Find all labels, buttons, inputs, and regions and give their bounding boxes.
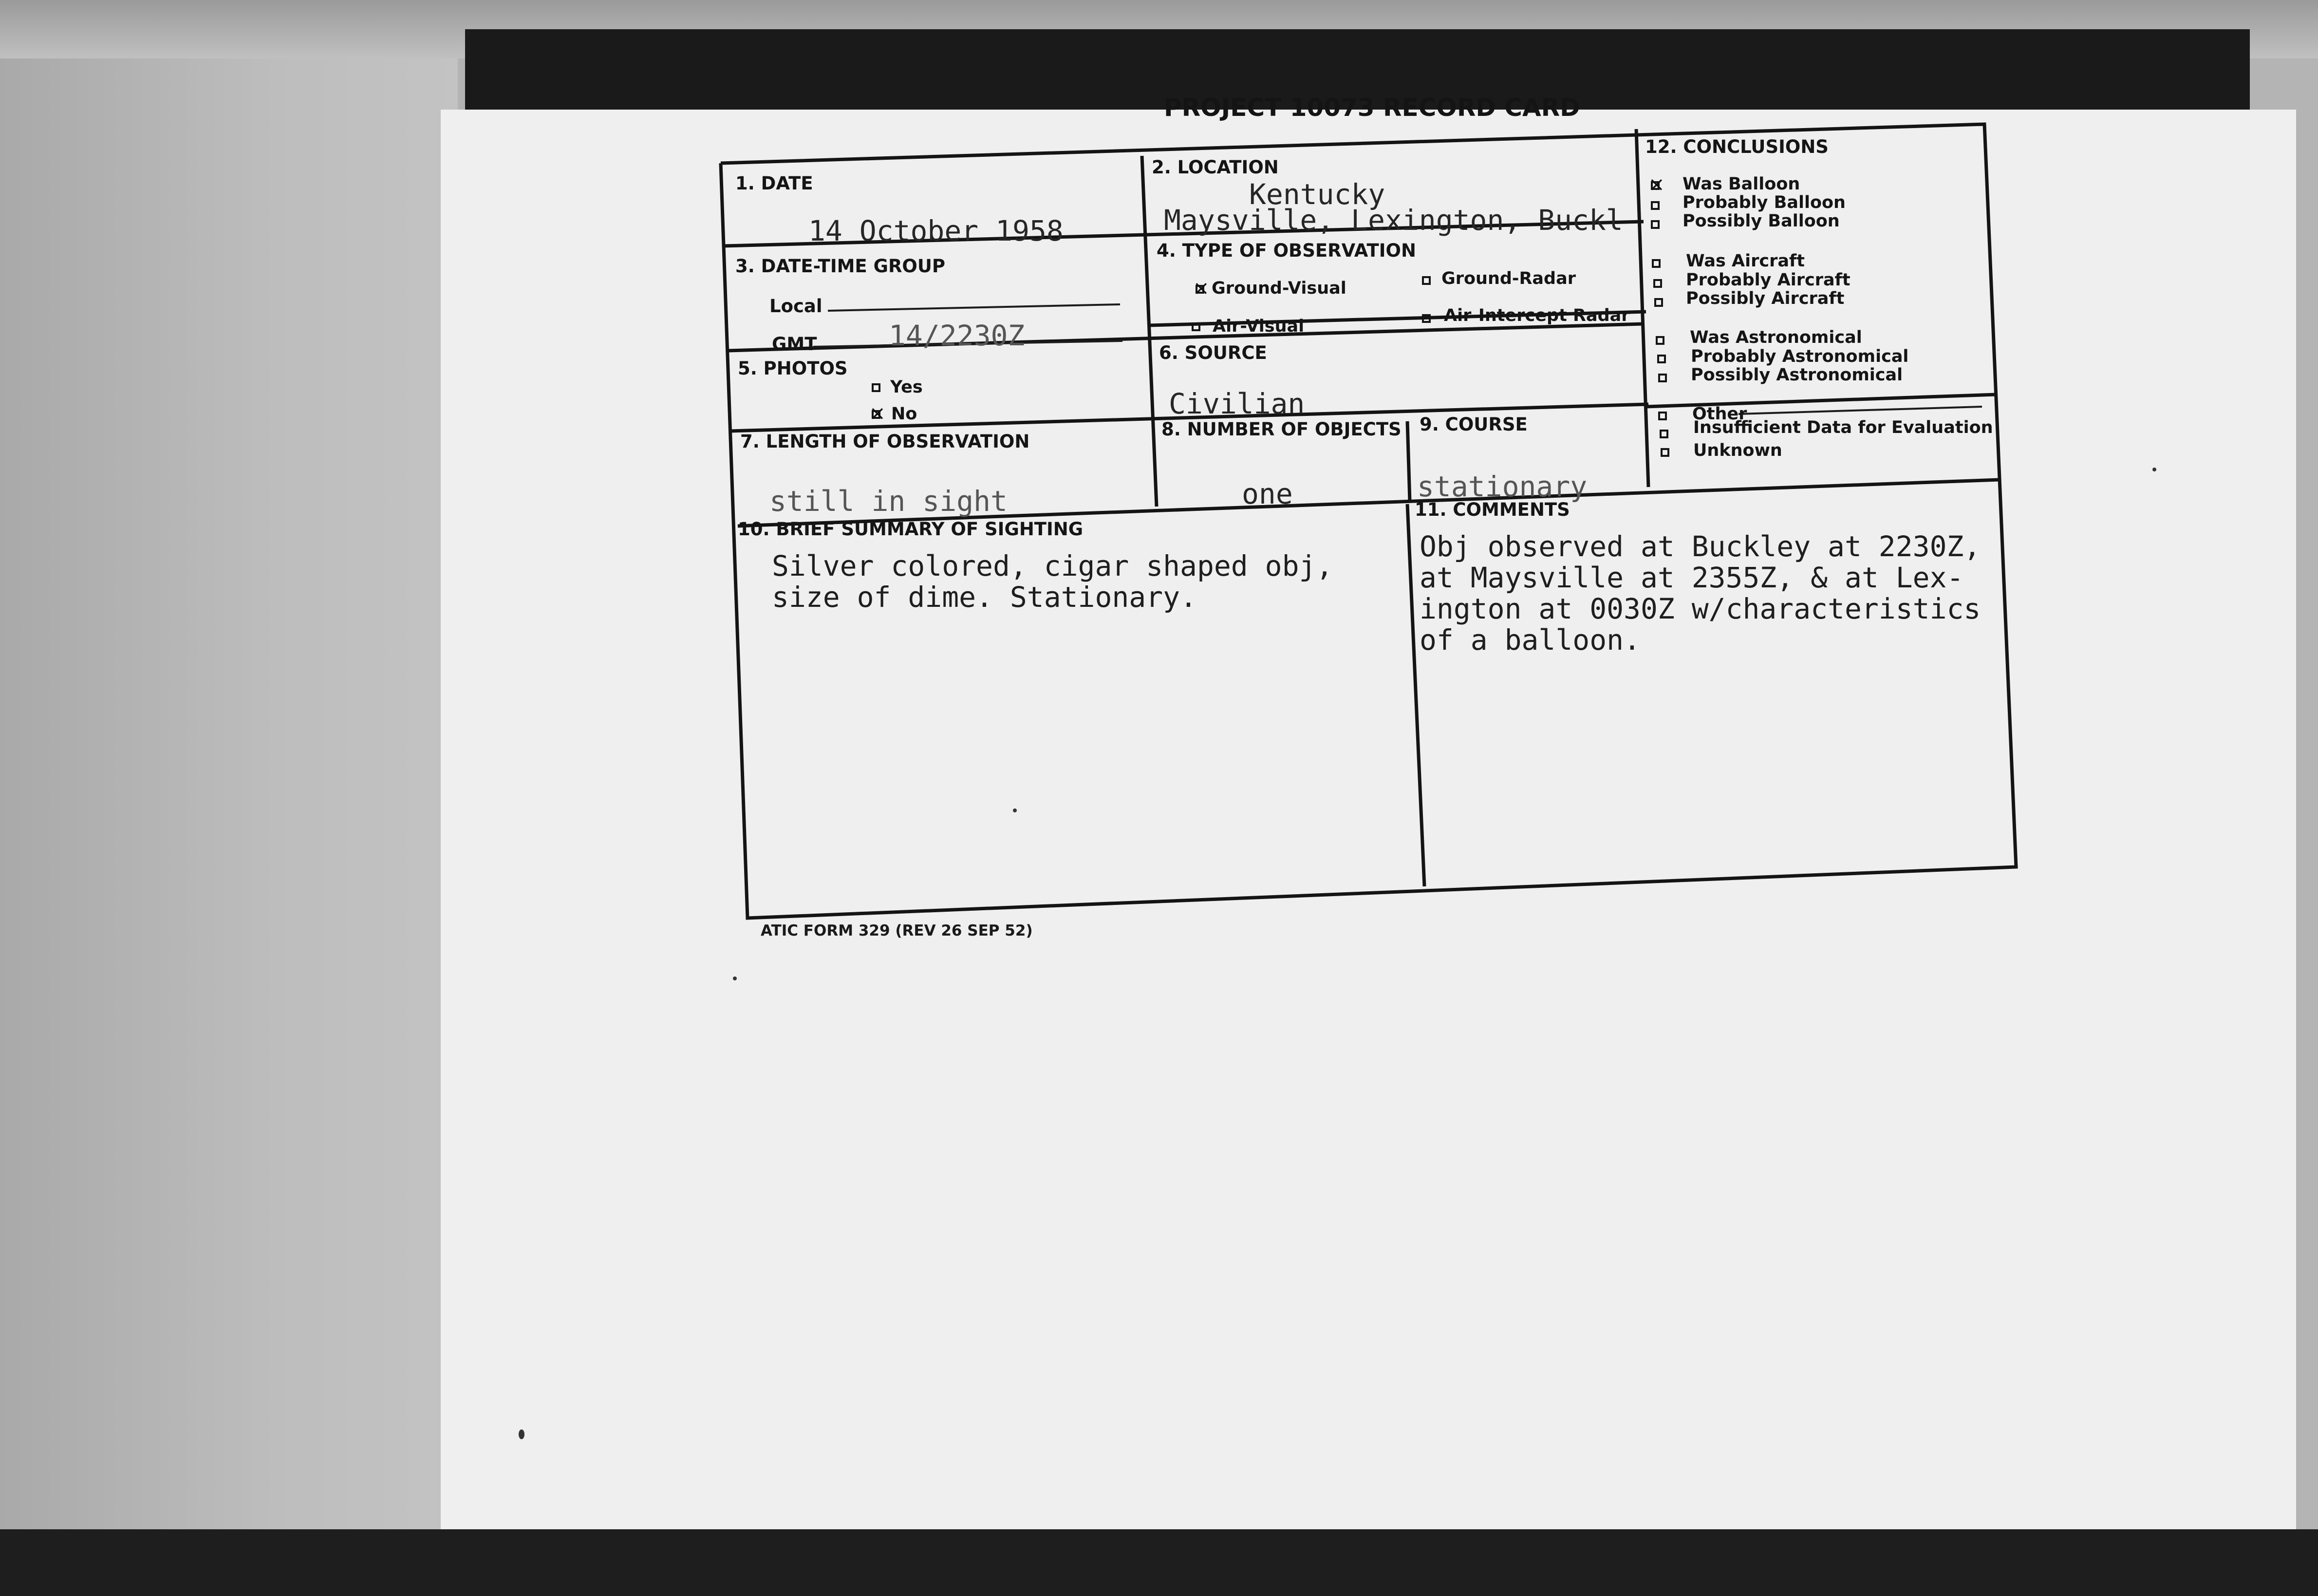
summary-text bbox=[772, 550, 1333, 613]
summary-line: Silver colored, cigar shaped obj, bbox=[772, 549, 1333, 582]
possibly-astronomical-checkbox[interactable] bbox=[1658, 374, 1667, 382]
col-line-2 bbox=[1407, 421, 1410, 502]
photos-yes-label: Yes bbox=[890, 377, 923, 397]
location-places: Maysville, Lexington, Buckl bbox=[1164, 204, 1623, 237]
form-number-footer: ATIC FORM 329 (REV 26 SEP 52) bbox=[761, 922, 1033, 939]
was-aircraft-label: Was Aircraft bbox=[1686, 251, 1805, 271]
course-label: 9. COURSE bbox=[1420, 414, 1528, 435]
comments-line: of a balloon. bbox=[1420, 623, 1641, 657]
probably-astronomical-label: Probably Astronomical bbox=[1691, 347, 1909, 366]
other-underline bbox=[1738, 407, 1982, 414]
scan-speck bbox=[2152, 468, 2156, 471]
comments-line: ington at 0030Z w/characteristics bbox=[1420, 592, 1981, 625]
gmt-label: GMT bbox=[772, 334, 817, 355]
date-value: 14 October 1958 bbox=[808, 214, 1064, 247]
possibly-balloon-checkbox[interactable] bbox=[1651, 220, 1660, 229]
air-intercept-radar-checkbox[interactable] bbox=[1422, 314, 1431, 323]
probably-aircraft-label: Probably Aircraft bbox=[1686, 270, 1851, 290]
unknown-checkbox[interactable] bbox=[1661, 448, 1669, 457]
probably-astronomical-checkbox[interactable] bbox=[1657, 355, 1666, 363]
was-balloon-checkbox[interactable] bbox=[1651, 181, 1660, 190]
scan-speck bbox=[733, 976, 737, 980]
probably-balloon-label: Probably Balloon bbox=[1682, 193, 1846, 212]
ground-visual-checkbox[interactable] bbox=[1196, 285, 1204, 294]
source-label: 6. SOURCE bbox=[1159, 342, 1267, 363]
ground-visual-label: Ground-Visual bbox=[1212, 279, 1346, 298]
air-visual-checkbox[interactable] bbox=[1192, 322, 1200, 331]
ground-radar-label: Ground-Radar bbox=[1441, 269, 1576, 288]
summary-line: size of dime. Stationary. bbox=[772, 581, 1197, 614]
probably-aircraft-checkbox[interactable] bbox=[1653, 279, 1662, 288]
source-value: Civilian bbox=[1169, 387, 1305, 420]
location-state: Kentucky bbox=[1249, 178, 1385, 211]
col-line-3 bbox=[1636, 129, 1648, 487]
was-astronomical-checkbox[interactable] bbox=[1656, 336, 1664, 345]
air-intercept-radar-label: Air-Intercept Radar bbox=[1444, 306, 1630, 325]
conclusions-label: 12. CONCLUSIONS bbox=[1645, 136, 1829, 157]
date-time-group-label: 3. DATE-TIME GROUP bbox=[735, 256, 946, 277]
date-label: 1. DATE bbox=[735, 173, 813, 194]
number-of-objects-label: 8. NUMBER OF OBJECTS bbox=[1161, 419, 1402, 440]
type-of-observation-label: 4. TYPE OF OBSERVATION bbox=[1157, 240, 1416, 261]
was-astronomical-label: Was Astronomical bbox=[1690, 328, 1862, 347]
possibly-balloon-label: Possibly Balloon bbox=[1682, 211, 1840, 231]
number-of-objects-value: one bbox=[1242, 477, 1293, 510]
comments-line: Obj observed at Buckley at 2230Z, bbox=[1420, 530, 1981, 563]
possibly-aircraft-label: Possibly Aircraft bbox=[1686, 289, 1845, 308]
length-of-observation-value: still in sight bbox=[769, 485, 1008, 518]
photos-no-checkbox[interactable] bbox=[872, 410, 880, 419]
summary-label: 10. BRIEF SUMMARY OF SIGHTING bbox=[738, 519, 1084, 540]
probably-balloon-checkbox[interactable] bbox=[1651, 201, 1660, 210]
air-visual-label: Air-Visual bbox=[1213, 317, 1305, 336]
card-title: PROJECT 10073 RECORD CARD bbox=[1164, 94, 1580, 122]
insufficient-data-checkbox[interactable] bbox=[1660, 430, 1668, 438]
unknown-label: Unknown bbox=[1693, 441, 1782, 460]
col-line-1 bbox=[1142, 156, 1157, 507]
other-label: Other bbox=[1692, 404, 1747, 424]
comments-label: 11. COMMENTS bbox=[1415, 499, 1570, 520]
possibly-astronomical-label: Possibly Astronomical bbox=[1691, 365, 1903, 385]
was-aircraft-checkbox[interactable] bbox=[1652, 259, 1661, 268]
scan-speck bbox=[1013, 808, 1017, 812]
was-balloon-label: Was Balloon bbox=[1682, 174, 1800, 194]
photos-yes-checkbox[interactable] bbox=[872, 383, 880, 392]
comments-line: at Maysville at 2355Z, & at Lex- bbox=[1420, 561, 1964, 594]
scan-speck bbox=[519, 1429, 524, 1439]
location-label: 2. LOCATION bbox=[1152, 157, 1279, 178]
other-checkbox[interactable] bbox=[1658, 412, 1667, 420]
possibly-aircraft-checkbox[interactable] bbox=[1654, 298, 1663, 307]
photos-no-label: No bbox=[891, 404, 917, 424]
course-value: stationary bbox=[1417, 470, 1588, 503]
gmt-value: 14/2230Z bbox=[889, 319, 1025, 352]
local-underline bbox=[828, 304, 1120, 311]
local-label: Local bbox=[769, 296, 823, 317]
photos-label: 5. PHOTOS bbox=[738, 358, 848, 379]
insufficient-data-label: Insufficient Data for Evaluation bbox=[1693, 418, 1993, 437]
comments-text bbox=[1420, 531, 1981, 656]
ground-radar-checkbox[interactable] bbox=[1422, 276, 1431, 285]
length-of-observation-label: 7. LENGTH OF OBSERVATION bbox=[740, 431, 1030, 452]
